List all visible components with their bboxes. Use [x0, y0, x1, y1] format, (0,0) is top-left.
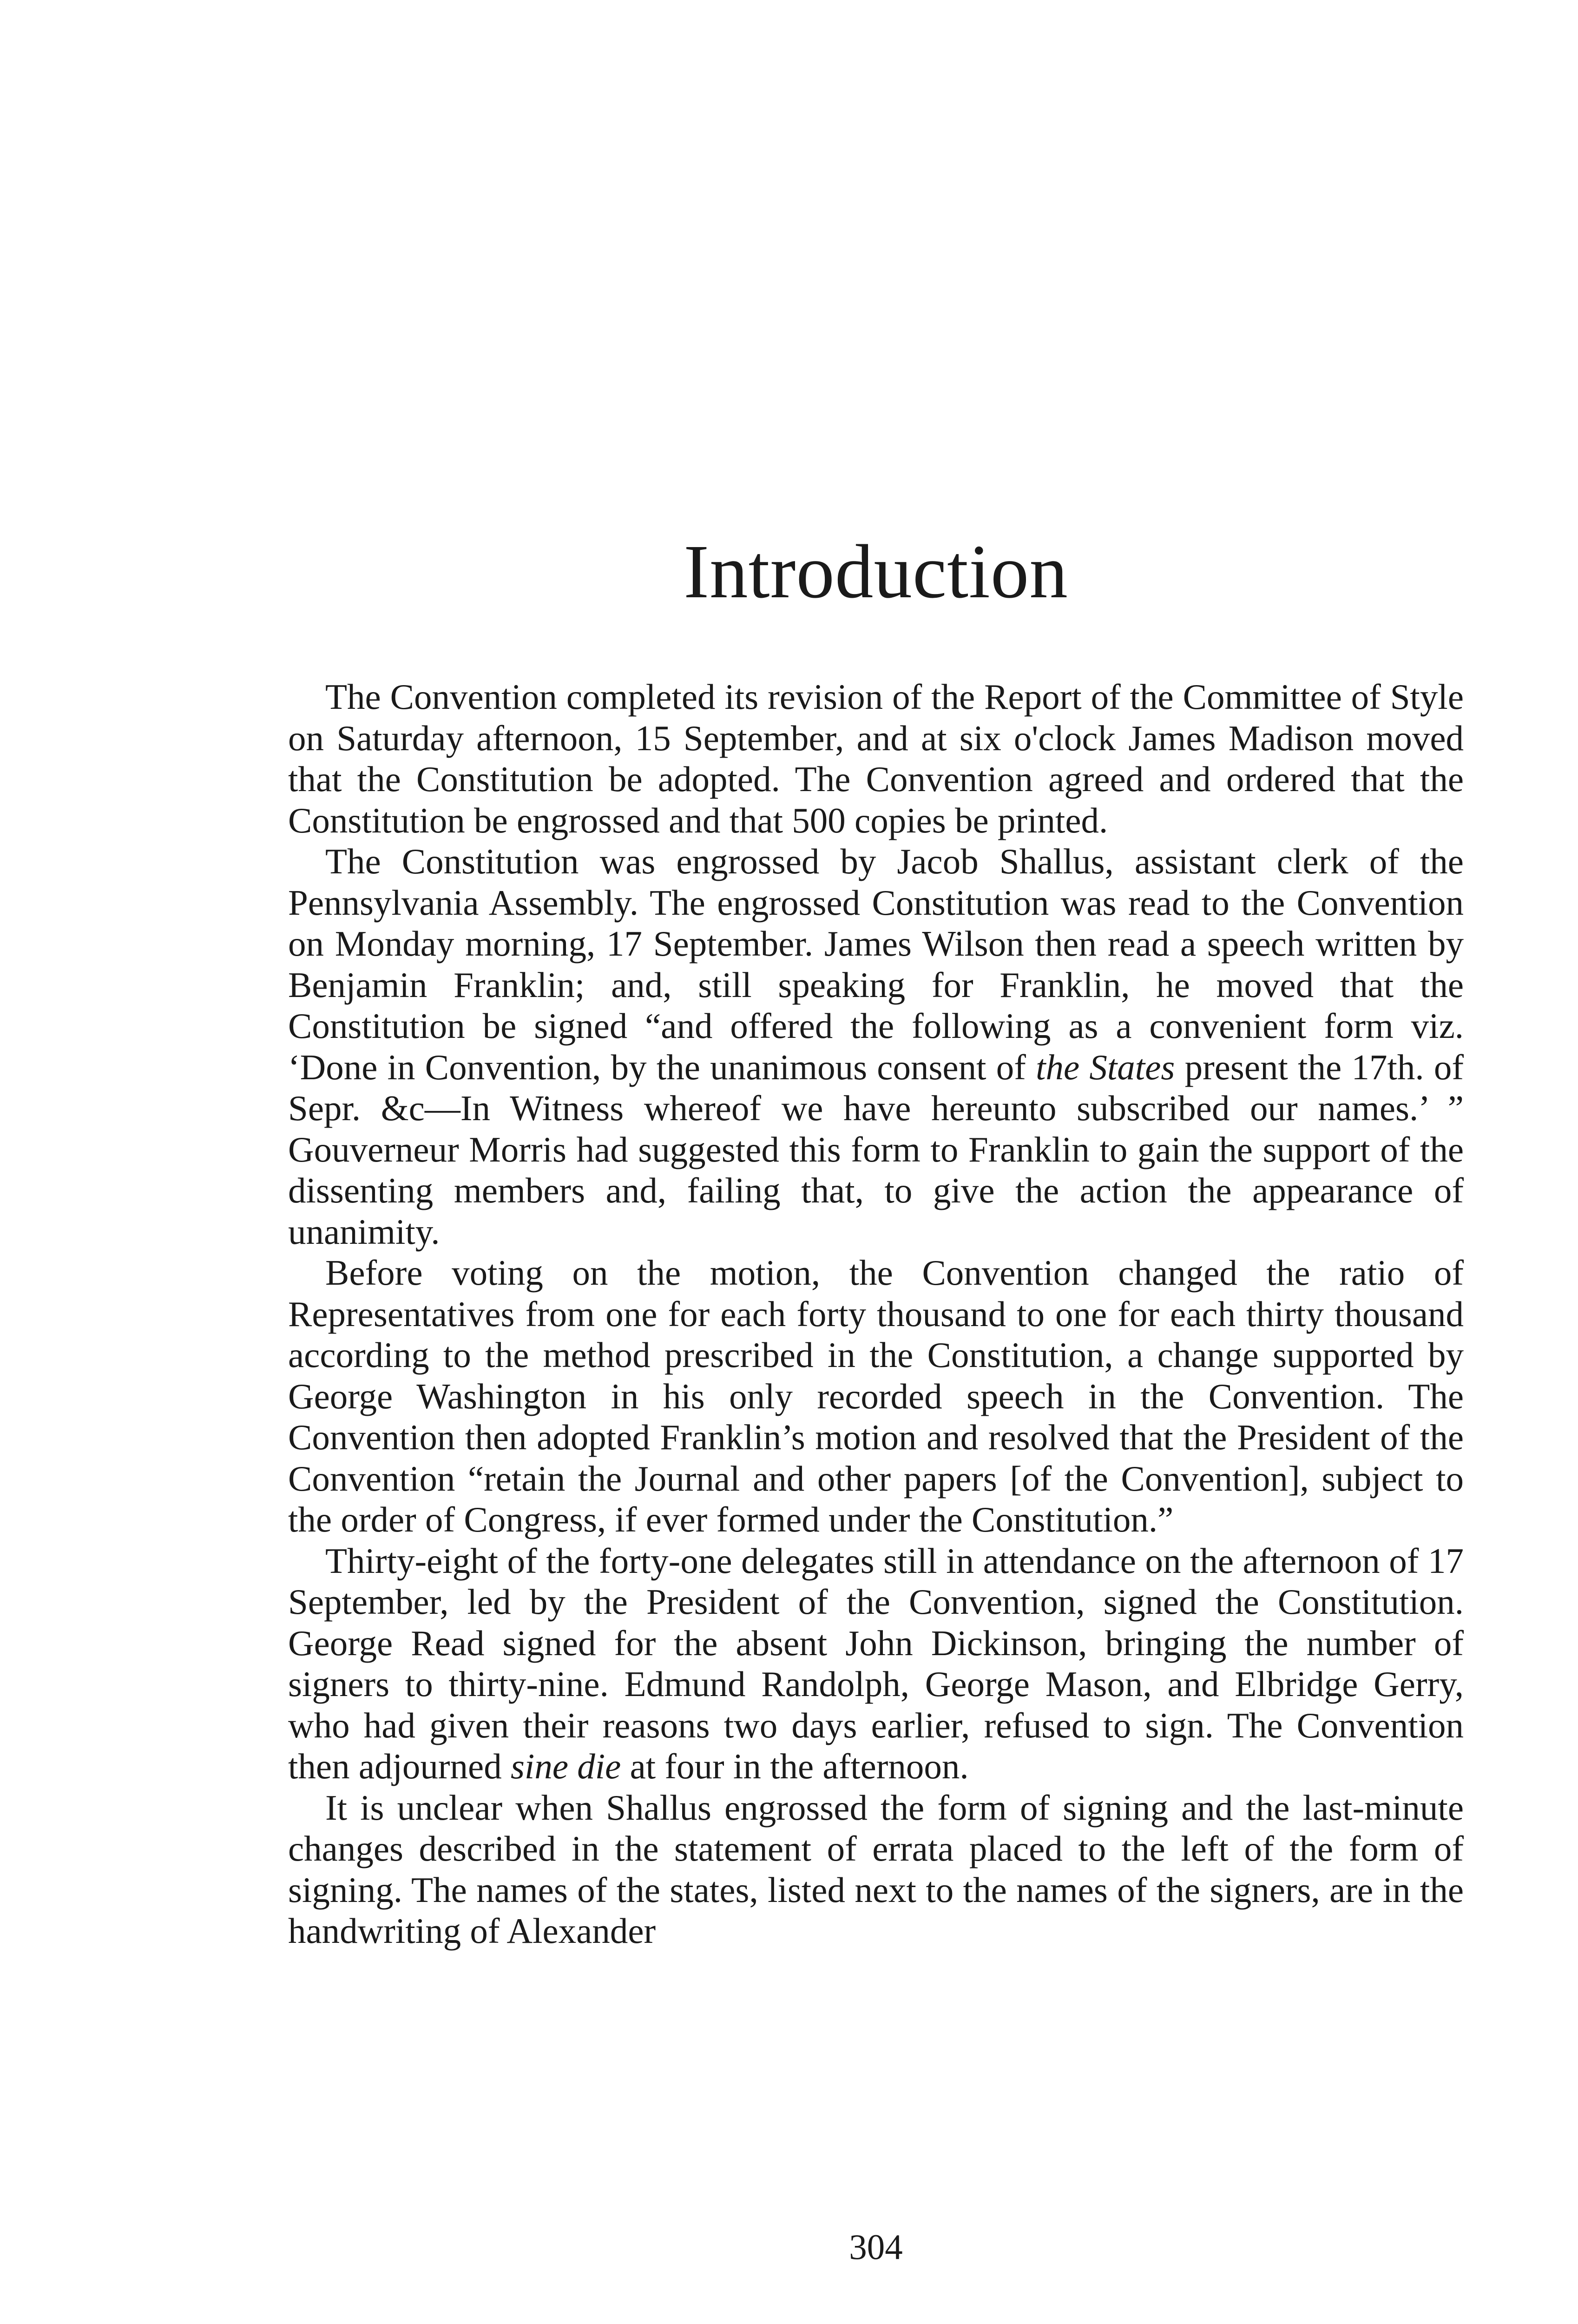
italic-text: the States [1036, 1047, 1175, 1087]
paragraph-1 [288, 676, 1464, 841]
page-number: 304 [849, 2227, 903, 2267]
page-title: Introduction [684, 529, 1068, 614]
body-text [288, 676, 1464, 1952]
paragraph-text: Thirty-eight of the forty-one delegates still in attendance on the afternoon of 17 September, led by the President of the Convention, signed the Constitution. George Read signed for the absent John Dickinson, bringing the number of signers to thirty-nine. Edmund Randolph, George Mason, and Elbridge Gerry, who had given their reasons two days earlier, refused to sign. The Convention then adjourned [288, 1540, 1464, 1786]
paragraph-4 [288, 1540, 1464, 1787]
paragraph-text: The Constitution was engrossed by Jacob Shallus, assistant clerk of the Pennsylvania Assembly. The engrossed Constitution was read to the Convention on Monday morning, 17 September. James Wilson then read a speech written by Benjamin Franklin; and, still speaking for Franklin, he moved that the Constitution be signed “and offered the following as a convenient form viz. ‘Done in Convention, by the unanimous consent of [288, 841, 1464, 1087]
paragraph-2 [288, 841, 1464, 1252]
paragraph-3 [288, 1252, 1464, 1540]
paragraph-text: The Convention completed its revision of the Report of the Committee of Style on Saturday afternoon, 15 September, and at six o'clock James Madison moved that the Constitution be adopted. The Convention agreed and ordered that the Constitution be engrossed and that 500 copies be printed. [288, 677, 1464, 840]
paragraph-text: Before voting on the motion, the Convention changed the ratio of Representatives from one for each forty thousand to one for each thirty thousand according to the method prescribed in the Constitution, a change supported by George Washington in his only recorded speech in the Convention. The Convention then adopted Franklin’s motion and resolved that the President of the Convention “retain the Journal and other papers [of the Convention], subject to the order of Congress, if ever formed under the Constitution.” [288, 1253, 1464, 1539]
paragraph-text: present the 17th. of Sepr. &c—In Witness whereof we have hereunto subscribed our names.’ ” Gouverneur Morris had suggested this form to Franklin to gain the support of the dissenting members and, failing that, to give the action the appearance of unanimity. [288, 1047, 1464, 1252]
paragraph-5 [288, 1787, 1464, 1952]
paragraph-text: at four in the afternoon. [621, 1746, 969, 1786]
italic-text: sine die [510, 1746, 621, 1786]
paragraph-text: It is unclear when Shallus engrossed the form of signing and the last-minute changes described in the statement of errata placed to the left of the form of signing. The names of the states, listed next to the names of the signers, are in the handwriting of Alexander [288, 1787, 1464, 1951]
